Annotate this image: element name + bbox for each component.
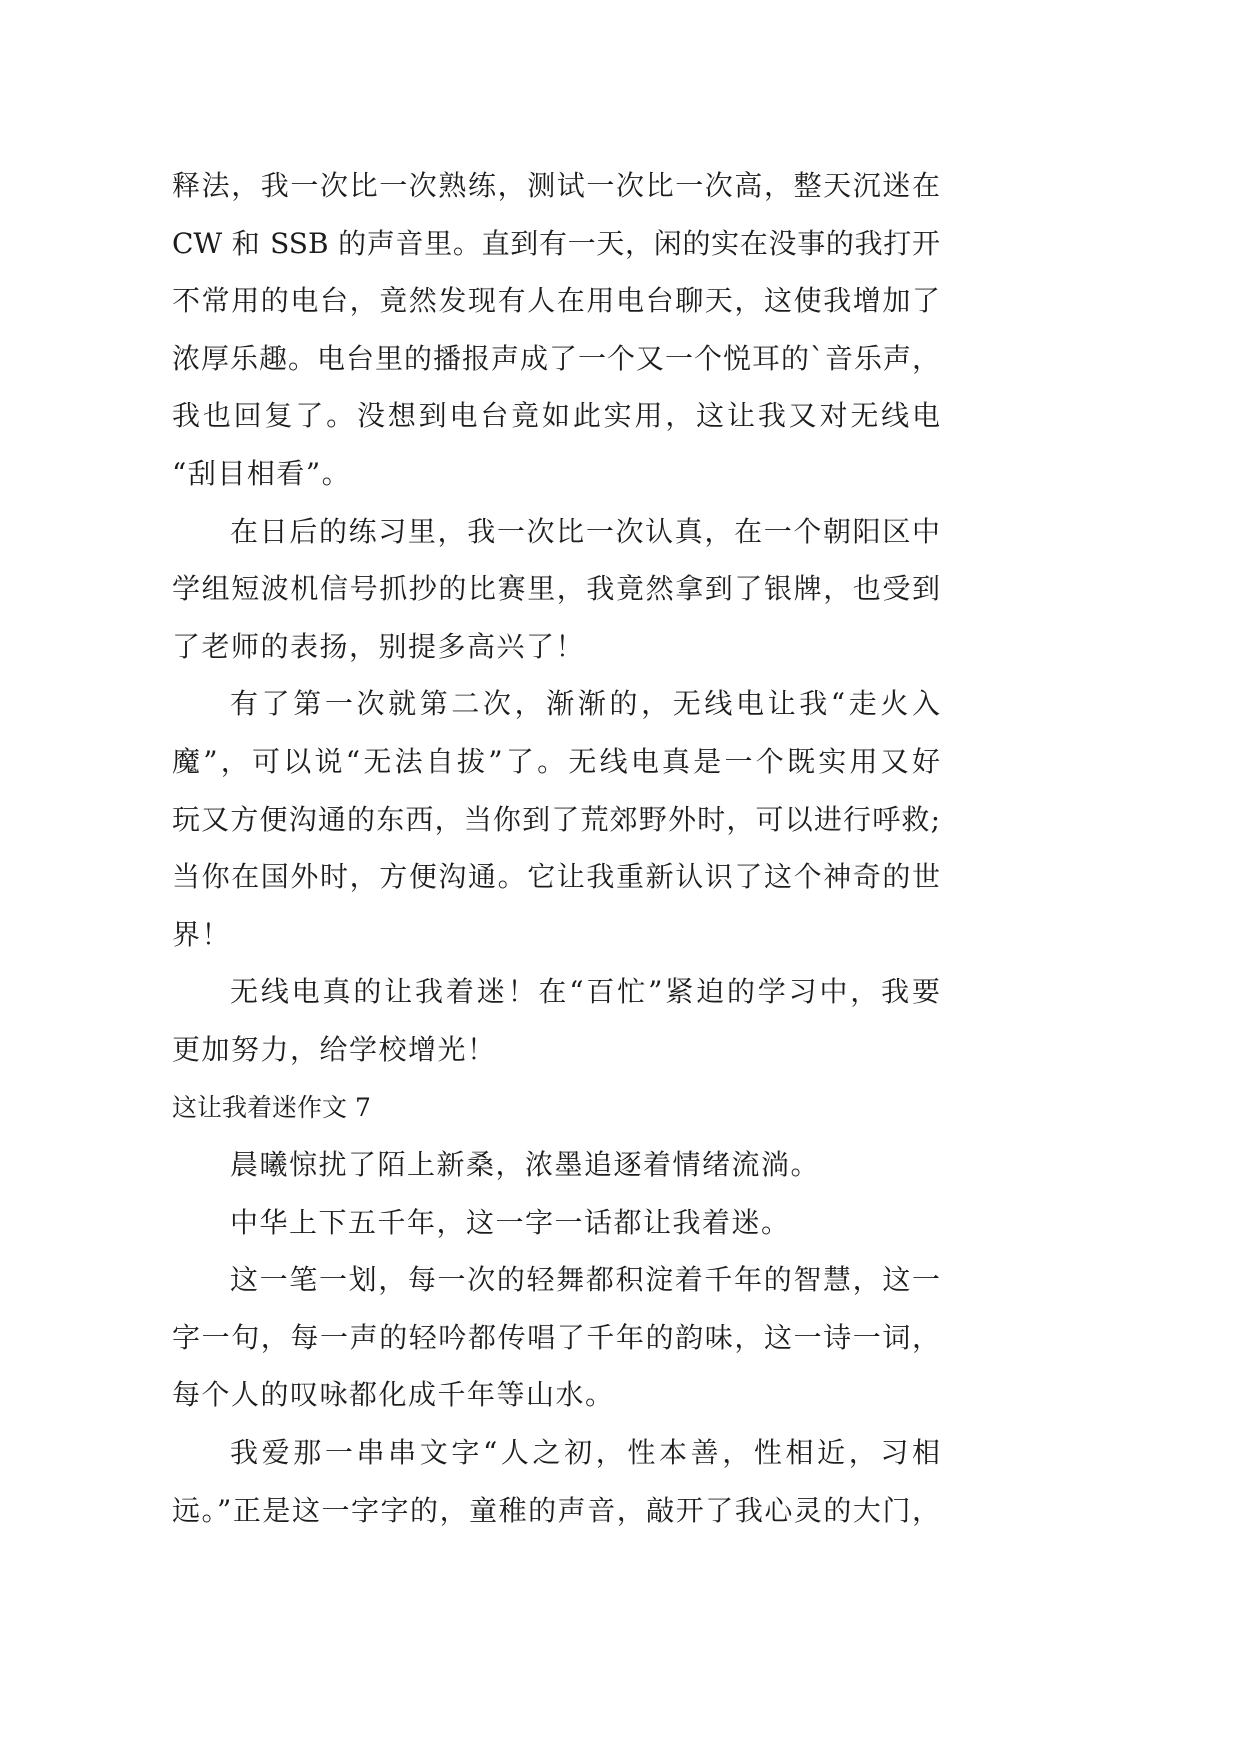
text-line: 有了第一次就第二次，渐渐的，无线电让我“走火入 — [230, 687, 940, 721]
text-line: 魔”，可以说“无法自拔”了。无线电真是一个既实用又好 — [172, 744, 940, 778]
text-line: 中华上下五千年，这一字一话都让我着迷。 — [230, 1205, 791, 1239]
text-line: 我也回复了。没想到电台竟如此实用，这让我又对无线电 — [172, 399, 940, 433]
text-line: 玩又方便沟通的东西，当你到了荒郊野外时，可以进行呼救; — [172, 802, 940, 836]
text-line: 了老师的表扬，别提多高兴了！ — [172, 629, 586, 663]
text-line: 字一句，每一声的轻吟都传唱了千年的韵味，这一诗一词， — [172, 1320, 940, 1354]
text-line: 远。”正是这一字字的，童稚的声音，敲开了我心灵的大门， — [172, 1493, 940, 1527]
text-line: 每个人的叹咏都化成千年等山水。 — [172, 1378, 615, 1412]
text-line: 界！ — [172, 917, 232, 951]
paragraph — [172, 1194, 940, 1252]
page-body — [172, 157, 940, 1539]
text-line: 不常用的电台，竟然发现有人在用电台聊天，这使我增加了 — [172, 284, 940, 318]
text-line: 晨曦惊扰了陌上新桑，浓墨追逐着情绪流淌。 — [230, 1148, 821, 1182]
paragraph — [172, 157, 940, 503]
paragraph — [172, 1136, 940, 1194]
text-line: CW 和 SSB 的声音里。直到有一天，闲的实在没事的我打开 — [172, 226, 940, 260]
text-line: 无线电真的让我着迷！在“百忙”紧迫的学习中，我要 — [230, 975, 940, 1009]
essay-title: 这让我着迷作文 7 — [172, 1092, 371, 1122]
paragraph — [172, 503, 940, 676]
text-line: 释法，我一次比一次熟练，测试一次比一次高，整天沉迷在 — [172, 169, 940, 202]
text-line: “刮目相看”。 — [172, 456, 352, 490]
text-line: 当你在国外时，方便沟通。它让我重新认识了这个神奇的世 — [172, 860, 940, 894]
text-line: 学组短波机信号抓抄的比赛里，我竟然拿到了银牌，也受到 — [172, 572, 940, 606]
paragraph — [172, 963, 940, 1078]
paragraph — [172, 1251, 940, 1424]
text-line: 我爱那一串串文字“人之初，性本善，性相近，习相 — [230, 1436, 940, 1470]
paragraph — [172, 675, 940, 963]
text-line: 在日后的练习里，我一次比一次认真，在一个朝阳区中 — [230, 514, 940, 548]
paragraph — [172, 1424, 940, 1539]
text-line: 这一笔一划，每一次的轻舞都积淀着千年的智慧，这一 — [230, 1263, 940, 1297]
text-line: 浓厚乐趣。电台里的播报声成了一个又一个悦耳的`音乐声， — [172, 341, 940, 375]
text-line: 更加努力，给学校增光！ — [172, 1032, 497, 1066]
